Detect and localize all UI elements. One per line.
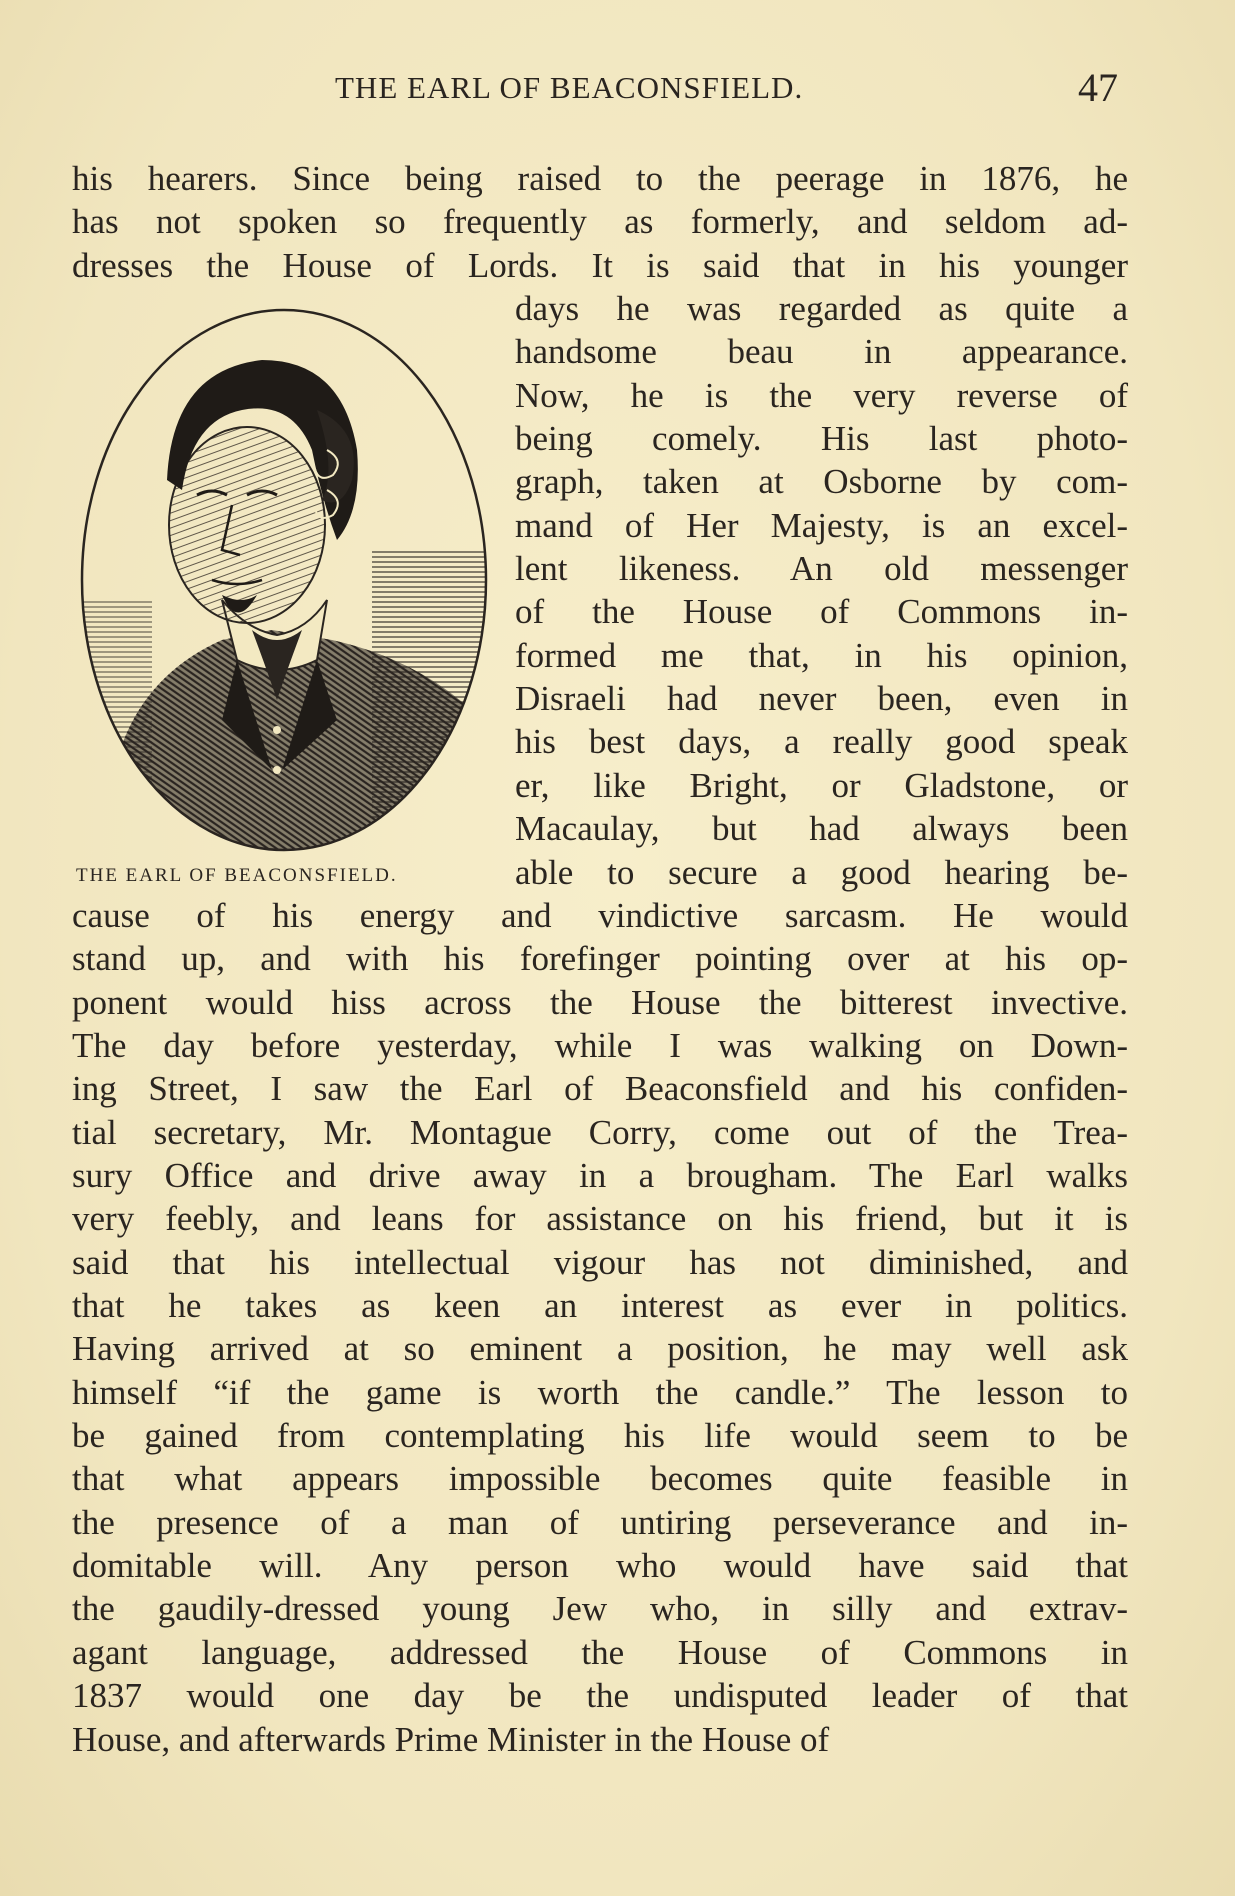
text-line: domitable will. Any person who would have said that <box>72 1546 1128 1585</box>
text-line: days he was regarded as quite a <box>515 289 1128 328</box>
text-line: handsome beau in appearance. <box>515 332 1128 371</box>
text-line: Macaulay, but had always been <box>515 809 1128 848</box>
text-line: graph, taken at Osborne by com- <box>515 462 1128 501</box>
text-line: be gained from contemplating his life would seem to be <box>72 1416 1128 1455</box>
text-line: formed me that, in his opinion, <box>515 636 1128 675</box>
running-head: THE EARL OF BEACONSFIELD. <box>335 70 804 105</box>
text-line: being comely. His last photo- <box>515 419 1128 458</box>
text-line: cause of his energy and vindictive sarcasm. He would <box>72 896 1128 935</box>
text-line: dresses the House of Lords. It is said that in his younger <box>72 246 1128 285</box>
figure-caption: THE EARL OF BEACONSFIELD. <box>76 865 398 886</box>
text-line: his hearers. Since being raised to the peerage in 1876, he <box>72 159 1128 198</box>
text-line: himself “if the game is worth the candle.” The lesson to <box>72 1373 1128 1412</box>
portrait-engraving <box>72 300 497 860</box>
text-line: ponent would hiss across the House the bitterest invective. <box>72 983 1128 1022</box>
text-line: tial secretary, Mr. Montague Corry, come out of the Trea- <box>72 1113 1128 1152</box>
text-line: sury Office and drive away in a brougham. The Earl walks <box>72 1156 1128 1195</box>
text-line: that he takes as keen an interest as ever in politics. <box>72 1286 1128 1325</box>
text-line: Now, he is the very reverse of <box>515 376 1128 415</box>
text-line: mand of Her Majesty, is an excel- <box>515 506 1128 545</box>
text-line: Disraeli had never been, even in <box>515 679 1128 718</box>
text-line: agant language, addressed the House of Commons in <box>72 1633 1128 1672</box>
text-line: ing Street, I saw the Earl of Beaconsfield and his confiden- <box>72 1069 1128 1108</box>
text-line: has not spoken so frequently as formerly, and seldom ad- <box>72 202 1128 241</box>
text-line: of the House of Commons in- <box>515 592 1128 631</box>
text-line: 1837 would one day be the undisputed leader of that <box>72 1676 1128 1715</box>
text-line: his best days, a really good speak <box>515 722 1128 761</box>
page-number: 47 <box>1078 65 1118 110</box>
text-line: er, like Bright, or Gladstone, or <box>515 766 1128 805</box>
text-line: that what appears impossible becomes quite feasible in <box>72 1459 1128 1498</box>
text-line: stand up, and with his forefinger pointing over at his op- <box>72 939 1128 978</box>
text-line: the presence of a man of untiring perseverance and in- <box>72 1503 1128 1542</box>
text-line: Having arrived at so eminent a position, he may well ask <box>72 1329 1128 1368</box>
text-line: House, and afterwards Prime Minister in the House of <box>72 1720 830 1759</box>
text-line: able to secure a good hearing be- <box>515 853 1128 892</box>
text-line: very feebly, and leans for assistance on his friend, but it is <box>72 1199 1128 1238</box>
text-line: said that his intellectual vigour has not diminished, and <box>72 1243 1128 1282</box>
text-line: the gaudily-dressed young Jew who, in silly and extrav- <box>72 1589 1128 1628</box>
text-line: lent likeness. An old messenger <box>515 549 1128 588</box>
text-line: The day before yesterday, while I was walking on Down- <box>72 1026 1128 1065</box>
